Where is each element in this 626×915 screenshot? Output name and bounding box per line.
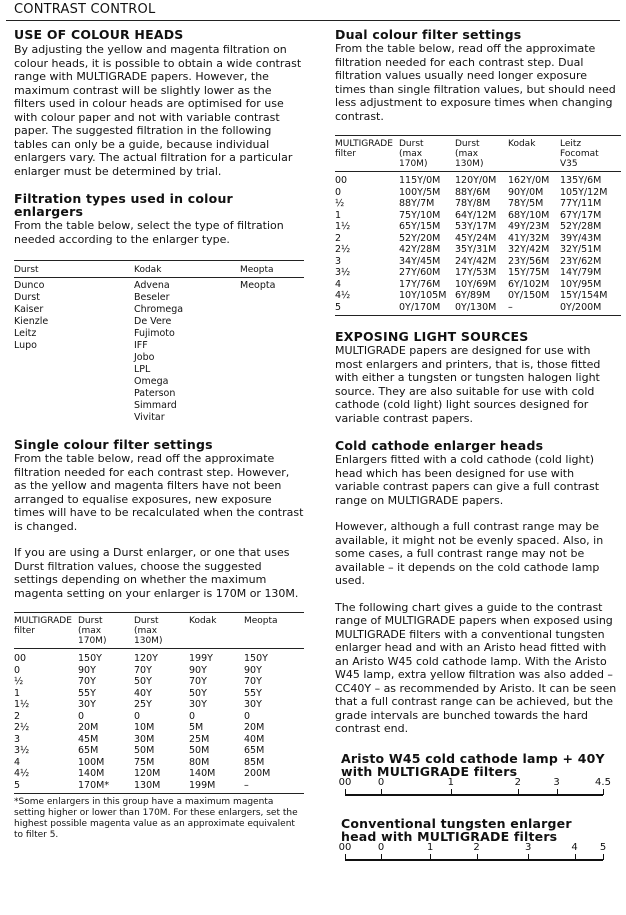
single-table-cell: 50Y	[189, 687, 207, 699]
use-colour-heads-heading: USE OF COLOUR HEADS	[14, 27, 184, 42]
single-table-cell: 85M	[244, 756, 265, 768]
dual-table-cell: 0Y/200M	[560, 301, 602, 313]
dual-table-cell: 105Y/12M	[560, 186, 608, 198]
single-table-cell: 20M	[78, 722, 99, 733]
dual-table-cell: 0Y/170M	[399, 301, 441, 313]
single-header-filter: MULTIGRADE filter	[14, 616, 72, 636]
dual-table-bottom-rule	[335, 315, 621, 316]
dual-table-cell: 41Y/32M	[508, 232, 550, 244]
dual-header-durst130: Durst (max 130M)	[455, 139, 484, 169]
single-table-cell: 20M	[244, 722, 265, 733]
tungsten-scale-label: 3	[524, 841, 532, 853]
kodak-enlarger-item: Beseler	[134, 292, 170, 303]
dual-table-cell: 88Y/6M	[455, 186, 491, 198]
single-header-kodak: Kodak	[189, 616, 217, 626]
aristo-scale-tick	[451, 789, 452, 795]
single-table-cell: 2	[14, 710, 21, 722]
single-table-cell: 120M	[134, 768, 161, 779]
dual-table-cell: 17Y/76M	[399, 278, 441, 290]
durst-enlarger-item: Lupo	[14, 340, 37, 351]
dual-header-durst170: Durst (max 170M)	[399, 139, 428, 169]
tungsten-scale-tick	[430, 854, 431, 860]
dual-table-cell: 6Y/102M	[508, 278, 550, 290]
filtration-header-durst: Durst	[14, 265, 39, 275]
filtration-header-meopta: Meopta	[240, 265, 274, 275]
kodak-enlarger-item: Vivitar	[134, 412, 165, 423]
single-table-cell: 3	[14, 733, 21, 745]
filtration-header-rule	[14, 277, 304, 278]
aristo-scale-label: 0	[377, 776, 385, 788]
dual-table-rule	[335, 135, 621, 136]
dual-table-cell: 78Y/8M	[455, 198, 491, 209]
dual-table-cell: 32Y/51M	[560, 244, 602, 255]
filtration-types-body-table	[14, 280, 304, 424]
dual-table-cell: 2	[335, 232, 342, 244]
single-table-cell: 90Y	[78, 664, 96, 676]
dual-table-cell: 17Y/53M	[455, 267, 497, 278]
dual-table-cell: 1	[335, 209, 342, 221]
single-table-cell: 1½	[14, 699, 30, 710]
cold-cathode-body-3: The following chart gives a guide to the contrast range of MULTIGRADE papers when exposed using MULTIGRADE filters with a conventional tungsten enlarger head and with an Aristo head fitted with an Aristo W45 cold cathode lamp. With the Aristo W45 lamp, extra yellow filtration was also added – CC40Y – as recommended by Aristo. It can be seen that a full contrast range can be achieved, but the grade intervals are bunched towards the hard contrast end.	[335, 600, 617, 735]
single-table-cell: ½	[14, 676, 24, 687]
durst-enlarger-item: Dunco	[14, 280, 45, 291]
tungsten-scale-tick	[603, 854, 604, 860]
dual-table-cell: 77Y/11M	[560, 198, 602, 209]
kodak-enlarger-item: Fujimoto	[134, 328, 175, 339]
dual-table-cell: 35Y/31M	[455, 244, 497, 255]
kodak-enlarger-item: De Vere	[134, 316, 172, 327]
dual-table-cell: 88Y/7M	[399, 198, 435, 209]
dual-table-cell: 23Y/62M	[560, 255, 602, 267]
page-header: CONTRAST CONTROL	[14, 2, 156, 17]
cold-cathode-heading: Cold cathode enlarger heads	[335, 438, 544, 453]
kodak-enlarger-item: Paterson	[134, 388, 176, 399]
tungsten-scale-tick	[345, 854, 346, 860]
single-filter-heading: Single colour filter settings	[14, 437, 213, 452]
single-table-cell: 25M	[189, 733, 210, 745]
single-table-rule	[14, 612, 304, 613]
meopta-list	[240, 280, 304, 424]
dual-table-cell: 52Y/28M	[560, 221, 602, 232]
header-rule	[6, 20, 620, 21]
left-column	[14, 28, 304, 841]
single-header-durst130: Durst (max 130M)	[134, 616, 163, 646]
dual-table-cell: 65Y/15M	[399, 221, 441, 232]
dual-table-cell: 24Y/42M	[455, 255, 497, 267]
single-table-cell: 30Y	[189, 699, 207, 710]
kodak-list	[134, 280, 240, 424]
filtration-header-kodak: Kodak	[134, 265, 162, 275]
single-table-cell: 30Y	[244, 699, 262, 710]
dual-table-cell: 15Y/154M	[560, 290, 608, 301]
tungsten-scale-heading: Conventional tungsten enlarger head with MULTIGRADE filters	[341, 815, 572, 844]
aristo-scale-heading: Aristo W45 cold cathode lamp + 40Y with MULTIGRADE filters	[341, 750, 605, 779]
dual-table-cell: 6Y/89M	[455, 290, 491, 301]
dual-table-cell: 75Y/10M	[399, 209, 441, 221]
dual-table-cell: 4½	[335, 290, 351, 301]
dual-header-filter: MULTIGRADE filter	[335, 139, 393, 159]
single-table-cell: 00	[14, 653, 27, 664]
kodak-enlarger-item: Jobo	[134, 352, 155, 363]
tungsten-scale-bar	[345, 859, 603, 861]
dual-table-cell: 5	[335, 301, 342, 313]
aristo-contrast-scale	[338, 776, 611, 809]
single-table-cell: 70Y	[189, 676, 207, 687]
single-table-cell: 55Y	[244, 687, 262, 699]
dual-table-cell: 68Y/10M	[508, 209, 550, 221]
single-table-cell: 4	[14, 756, 21, 768]
single-table-cell: 50Y	[134, 676, 152, 687]
single-table-cell: 150Y	[244, 653, 268, 664]
single-table-cell: 2½	[14, 722, 30, 733]
dual-table-cell: 64Y/12M	[455, 209, 497, 221]
single-filter-body-1: From the table below, read off the approximate filtration needed for each contrast step. However, as the yellow and magenta filters have not been arranged to equalise exposures, new exposure times will have to be recalculated when the contrast is changed.	[14, 452, 304, 533]
dual-header-kodak: Kodak	[508, 139, 536, 149]
single-table-cell: 40Y	[134, 687, 152, 699]
single-table-cell: 150Y	[78, 653, 102, 664]
dual-table-cell: 135Y/6M	[560, 175, 602, 186]
single-table-cell: 1	[14, 687, 21, 699]
dual-table-cell: 90Y/0M	[508, 186, 544, 198]
tungsten-scale-label: 2	[473, 841, 480, 853]
aristo-scale-tick	[381, 789, 382, 795]
filtration-types-body: From the table below, select the type of filtration needed according to the enlarger type.	[14, 219, 284, 246]
single-table-cell: 70Y	[78, 676, 96, 687]
dual-table-cell: 115Y/0M	[399, 175, 441, 186]
single-footnote: *Some enlargers in this group have a maximum magenta setting higher or lower than 170M. For these enlargers, set the highest possible magenta value as an approximate equivalent to filter 5.	[14, 797, 298, 840]
dual-table-cell: 49Y/23M	[508, 221, 550, 232]
durst-enlarger-item: Leitz	[14, 328, 37, 339]
single-table-cell: 10M	[134, 722, 155, 733]
exposing-heading: EXPOSING LIGHT SOURCES	[335, 329, 529, 344]
dual-table-cell: 10Y/95M	[560, 278, 602, 290]
single-table-cell: 199Y	[189, 653, 213, 664]
tungsten-scale-label: 0	[377, 841, 385, 853]
dual-table-cell: 67Y/17M	[560, 209, 602, 221]
dual-table-cell: 3½	[335, 267, 351, 278]
tungsten-scale-tick	[528, 854, 529, 860]
meopta-enlarger-item: Meopta	[240, 280, 276, 291]
tungsten-contrast-scale	[338, 841, 607, 874]
single-table-cell: 100M	[78, 756, 105, 768]
dual-table-cell: 52Y/20M	[399, 232, 441, 244]
single-table-cell: 120Y	[134, 653, 158, 664]
single-table-cell: 55Y	[78, 687, 96, 699]
single-table-cell: 25Y	[134, 699, 152, 710]
aristo-scale-label: 1	[447, 776, 454, 788]
single-header-durst170: Durst (max 170M)	[78, 616, 107, 646]
single-table-cell: 45M	[78, 733, 99, 745]
dual-table-cell: 1½	[335, 221, 351, 232]
durst-list	[14, 280, 134, 424]
single-header-rule	[14, 648, 304, 649]
dual-table-cell: 34Y/45M	[399, 255, 441, 267]
aristo-scale-bar	[345, 794, 603, 796]
single-table-cell: 90Y	[244, 664, 262, 676]
dual-table-cell: ½	[335, 198, 345, 209]
kodak-enlarger-item: Simmard	[134, 400, 177, 411]
dual-table-cell: 15Y/75M	[508, 267, 550, 278]
dual-table-cell: 32Y/42M	[508, 244, 550, 255]
aristo-scale-label: 00	[338, 776, 352, 788]
dual-table-cell: 120Y/0M	[455, 175, 497, 186]
single-table-cell: 0	[134, 710, 141, 722]
dual-table-cell: 162Y/0M	[508, 175, 550, 186]
dual-filter-table	[335, 175, 621, 313]
aristo-scale-tick	[603, 789, 604, 795]
single-table-cell: 70Y	[134, 664, 152, 676]
single-table-cell: 0	[14, 664, 21, 676]
dual-header-rule	[335, 171, 621, 172]
single-table-cell: 80M	[189, 756, 210, 768]
dual-table-cell: 0Y/130M	[455, 301, 497, 313]
single-table-cell: 40M	[244, 733, 265, 745]
exposing-body: MULTIGRADE papers are designed for use with most enlargers and printers, that is, those fitted with either a tungsten or tungsten halogen light source. They are also suitable for use with cold cathode (cold light) light sources designed for variable contrast papers.	[335, 344, 601, 425]
single-table-cell: 50M	[134, 745, 155, 756]
tungsten-scale-tick	[575, 854, 576, 860]
single-table-cell: 90Y	[189, 664, 207, 676]
tungsten-scale-tick	[477, 854, 478, 860]
single-filter-body-2: If you are using a Durst enlarger, or one that uses Durst filtration values, choose the suggested settings depending on whether the maximum magenta setting on your enlarger is 170M or 130M.	[14, 546, 299, 600]
dual-table-cell: 0	[335, 186, 342, 198]
single-table-cell: 30Y	[78, 699, 96, 710]
single-table-cell: 130M	[134, 779, 161, 791]
kodak-enlarger-item: IFF	[134, 340, 148, 351]
single-table-cell: 140M	[78, 768, 105, 779]
durst-enlarger-item: Kienzle	[14, 316, 49, 327]
single-filter-table	[14, 653, 304, 791]
dual-table-cell: 45Y/24M	[455, 232, 497, 244]
tungsten-scale-label: 1	[426, 841, 434, 853]
single-table-cell: 5	[14, 779, 21, 791]
dual-table-cell: –	[508, 301, 513, 313]
single-table-cell: 30M	[134, 733, 155, 745]
single-table-bottom-rule	[14, 793, 304, 794]
single-table-cell: 65M	[244, 745, 265, 756]
durst-enlarger-item: Durst	[14, 292, 40, 303]
dual-table-cell: 42Y/28M	[399, 244, 441, 255]
dual-table-cell: 2½	[335, 244, 351, 255]
single-table-header	[14, 616, 304, 646]
filtration-table-rule	[14, 260, 304, 261]
dual-table-cell: 100Y/5M	[399, 186, 441, 198]
cold-cathode-body-2: However, although a full contrast range may be available, it might not be evenly spaced. Also, in some cases, a full contrast range may not be available – it depends on the cold cathode lamp used.	[335, 520, 604, 587]
kodak-enlarger-item: Omega	[134, 376, 169, 387]
aristo-scale-tick	[345, 789, 346, 795]
single-table-cell: 200M	[244, 768, 271, 779]
durst-enlarger-item: Kaiser	[14, 304, 44, 315]
kodak-enlarger-item: Advena	[134, 280, 170, 291]
dual-table-cell: 10Y/105M	[399, 290, 447, 301]
aristo-scale-label: 2	[514, 776, 522, 788]
tungsten-scale-label: 4	[571, 841, 578, 853]
dual-table-cell: 14Y/79M	[560, 267, 602, 278]
aristo-scale-label: 4.5	[595, 776, 611, 788]
filtration-types-heading: Filtration types used in colour enlargers	[14, 191, 233, 219]
single-table-cell: 70Y	[244, 676, 262, 687]
single-table-cell: –	[244, 779, 249, 791]
tungsten-scale-label: 5	[599, 841, 607, 853]
tungsten-scale-tick	[381, 854, 382, 860]
dual-table-cell: 00	[335, 175, 348, 186]
tungsten-scale-label: 00	[338, 841, 352, 853]
single-table-cell: 199M	[189, 779, 216, 791]
dual-table-cell: 0Y/150M	[508, 290, 550, 301]
dual-table-cell: 78Y/5M	[508, 198, 544, 209]
right-column	[335, 28, 621, 874]
filtration-types-table	[14, 265, 304, 275]
dual-header-leitz: Leitz Focomat V35	[560, 139, 599, 169]
single-table-cell: 50M	[189, 745, 210, 756]
single-table-cell: 65M	[78, 745, 99, 756]
single-table-cell: 4½	[14, 768, 30, 779]
dual-table-cell: 39Y/43M	[560, 232, 602, 244]
dual-table-cell: 27Y/60M	[399, 267, 441, 278]
aristo-scale-tick	[557, 789, 558, 795]
single-table-cell: 5M	[189, 722, 204, 733]
dual-filter-heading: Dual colour filter settings	[335, 27, 522, 42]
dual-table-cell: 3	[335, 255, 342, 267]
dual-table-cell: 10Y/69M	[455, 278, 497, 290]
kodak-enlarger-item: LPL	[134, 364, 151, 375]
single-table-cell: 75M	[134, 756, 155, 768]
dual-table-cell: 53Y/17M	[455, 221, 497, 232]
single-table-cell: 170M*	[78, 779, 110, 791]
single-table-cell: 0	[78, 710, 85, 722]
single-table-cell: 0	[244, 710, 251, 722]
dual-table-cell: 4	[335, 278, 342, 290]
single-table-cell: 140M	[189, 768, 216, 779]
single-header-meopta: Meopta	[244, 616, 278, 626]
single-table-cell: 0	[189, 710, 196, 722]
kodak-enlarger-item: Chromega	[134, 304, 184, 315]
dual-table-header	[335, 139, 621, 169]
single-table-cell: 3½	[14, 745, 30, 756]
use-colour-heads-body: By adjusting the yellow and magenta filtration on colour heads, it is possible to obtain a wide contrast range with MULTIGRADE papers. However, the maximum contrast will be slightly lower as the filters used in colour heads are optimised for use with colour paper and not with variable contrast paper. The suggested filtration in the following tables can only be a guide, because individual enlargers vary. The actual filtration for a particular enlarger must be determined by trial.	[14, 43, 302, 178]
cold-cathode-body-1: Enlargers fitted with a cold cathode (cold light) head which has been designed for use with variable contrast papers can give a full contrast range on MULTIGRADE papers.	[335, 453, 600, 507]
aristo-scale-label: 3	[553, 776, 560, 788]
dual-filter-body: From the table below, read off the approximate filtration needed for each contrast step. Dual filtration values usually need longer exposure times than single filtration values, but should need less adjustment to exposure times when changing contrast.	[335, 42, 616, 123]
dual-table-cell: 23Y/56M	[508, 255, 550, 267]
aristo-scale-tick	[518, 789, 519, 795]
